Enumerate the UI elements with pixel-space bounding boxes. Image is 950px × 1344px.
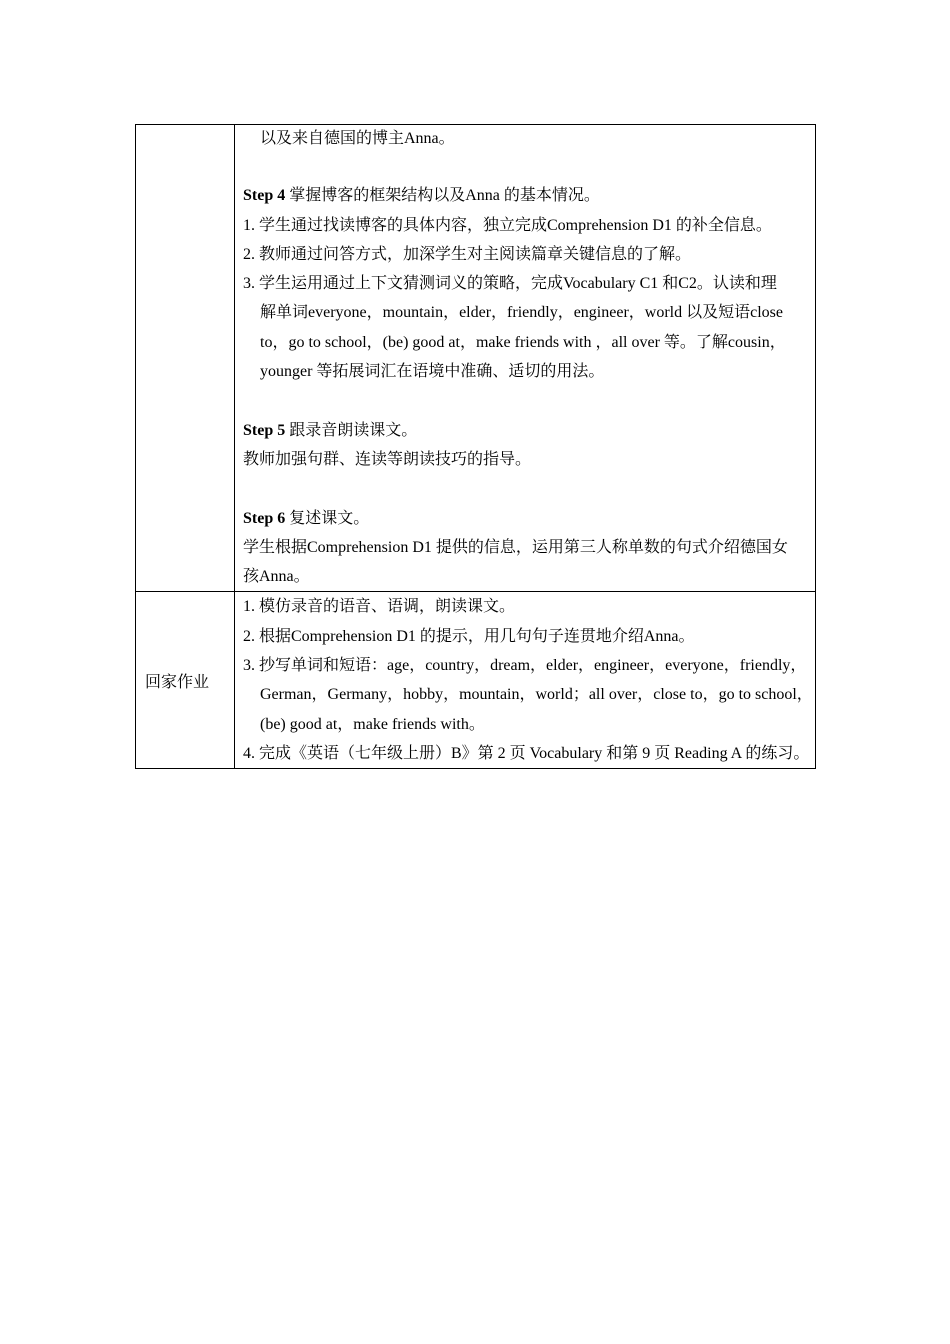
- step6-number: Step 6: [243, 509, 286, 527]
- step4-item-3: 3. 学生运用通过上下文猜测词义的策略，完成Vocabulary C1 和C2。认读和理: [243, 275, 777, 293]
- lesson-plan-table: [135, 124, 816, 769]
- step4-item-3-cont-3: younger 等拓展词汇在语境中准确、适切的用法。: [260, 363, 605, 381]
- step4-item-2: 2. 教师通过问答方式，加深学生对主阅读篇章关键信息的了解。: [243, 245, 692, 263]
- procedure-content-cell: [235, 125, 816, 592]
- step4-item-3-cont-1: 解单词everyone，mountain，elder，friendly，engineer，world 以及短语close: [260, 304, 783, 322]
- homework-item-3-cont-2: (be) good at，make friends with。: [260, 715, 485, 733]
- step5-title: 跟录音朗读课文。: [285, 421, 418, 439]
- procedure-row: [136, 125, 816, 592]
- homework-item-1: 1. 模仿录音的语音、语调，朗读课文。: [243, 598, 516, 616]
- step6-heading: [243, 504, 809, 533]
- step6-body-line-2: 孩Anna。: [243, 568, 310, 586]
- step4-item-3-cont-2: to，go to school，(be) good at，make friends with ，all over 等。了解cousin，: [260, 333, 786, 351]
- homework-item-3-cont-1: German，Germany，hobby，mountain，world；all over，close to，go to school，: [260, 686, 813, 704]
- spacer: [243, 474, 809, 503]
- step6-body-line-1: 学生根据Comprehension D1 提供的信息，运用第三人称单数的句式介绍德国女: [243, 538, 788, 556]
- homework-item-3: 3. 抄写单词和短语：age，country，dream，elder，engineer，everyone，friendly，: [243, 657, 807, 675]
- step6-title: 复述课文。: [285, 509, 370, 527]
- spacer: [243, 152, 809, 181]
- homework-row: [136, 592, 816, 769]
- homework-label: 回家作业: [136, 592, 235, 769]
- step5-heading: [243, 416, 809, 445]
- step4-heading: [243, 181, 809, 210]
- homework-item-2: 2. 根据Comprehension D1 的提示，用几句句子连贯地介绍Anna。: [243, 627, 695, 645]
- intro-line: 以及来自德国的博主Anna。: [260, 130, 455, 147]
- step4-title: 掌握博客的框架结构以及Anna 的基本情况。: [285, 187, 600, 205]
- spacer: [243, 386, 809, 415]
- step4-number: Step 4: [243, 187, 286, 205]
- procedure-label-cell: [136, 125, 235, 592]
- step4-item-1: 1. 学生通过找读博客的具体内容，独立完成Comprehension D1 的补全信息。: [243, 216, 772, 234]
- homework-item-4: 4. 完成《英语（七年级上册）B》第 2 页 Vocabulary 和第 9 页 Reading A 的练习。: [243, 744, 810, 762]
- step5-body: 教师加强句群、连读等朗读技巧的指导。: [243, 450, 532, 468]
- step5-number: Step 5: [243, 421, 286, 439]
- homework-content-cell: [235, 592, 816, 769]
